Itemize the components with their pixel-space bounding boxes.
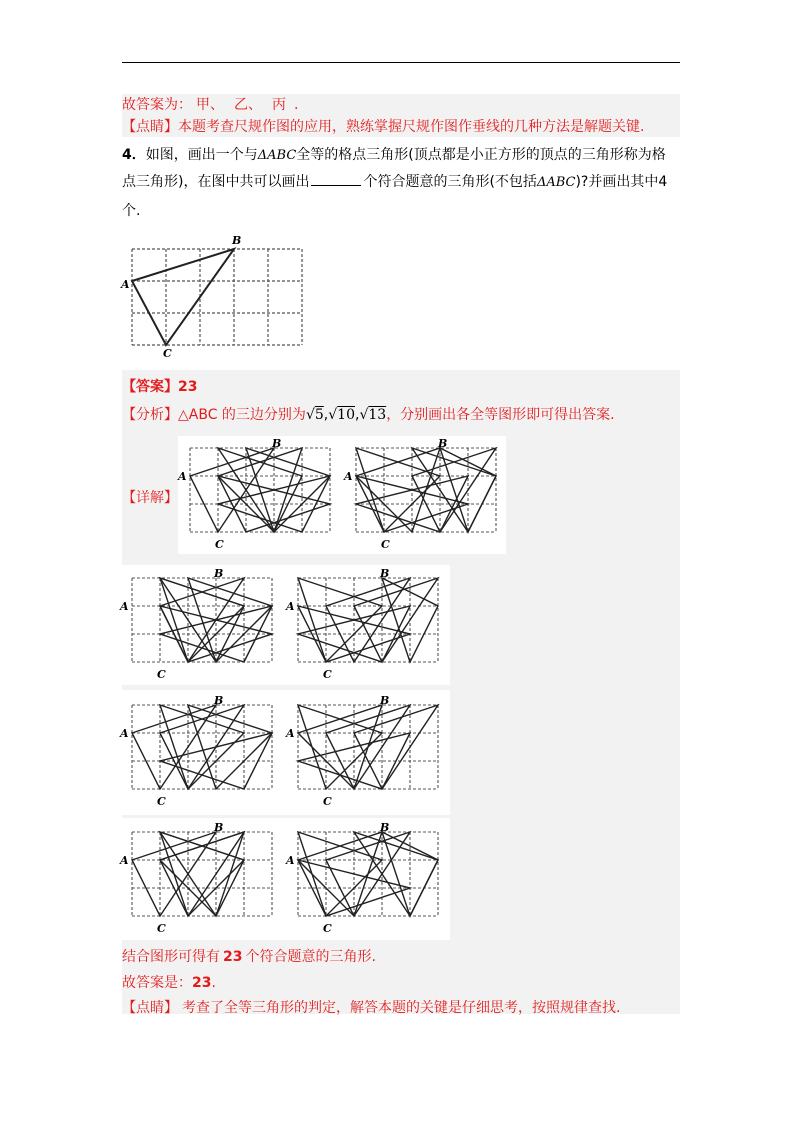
- vertex-label-c: C: [157, 922, 166, 935]
- vertex-label-a: A: [286, 600, 295, 613]
- triangle-name: ΔABC: [257, 148, 297, 163]
- question-text-2b: 个符合题意的三角形(不包括: [363, 174, 537, 190]
- triangle-abc: [132, 249, 234, 345]
- vertex-label-b: B: [380, 567, 390, 580]
- triangle-name-2: ΔABC: [536, 175, 576, 190]
- answer-line: [122, 377, 197, 397]
- question-text-2a: 点三角形)，在图中共可以画出: [122, 174, 310, 190]
- solution-figure-7: [120, 821, 282, 939]
- prev-answer-line: 故答案为： 甲、 乙、 丙 .: [122, 97, 299, 113]
- congruent-triangle: [298, 578, 382, 662]
- vertex-label-a: A: [120, 600, 129, 613]
- detail-tag-line: [122, 488, 178, 508]
- vertex-label-c: C: [163, 347, 172, 360]
- question-line-1: [122, 145, 666, 166]
- prev-comment-text: 本题考查尺规作图的应用，熟练掌握尺规作图作垂线的几种方法是解题关键.: [178, 119, 645, 135]
- conclusion-line-1: [122, 947, 376, 967]
- question-text-1a: 如图，画出一个与: [145, 147, 258, 163]
- prev-answer-end: .: [294, 97, 299, 113]
- final-comment-tag: 【点睛】: [122, 1000, 178, 1016]
- vertex-label-a: A: [344, 470, 353, 483]
- congruent-triangle: [160, 832, 244, 916]
- conclusion-text-a: 结合图形可得有: [122, 949, 220, 965]
- vertex-label-c: C: [323, 922, 332, 935]
- question-number: 4．: [122, 147, 146, 163]
- vertex-label-c: C: [381, 538, 390, 551]
- question-line-2: [122, 172, 667, 193]
- question-text-2c: )?并画出其中4: [575, 174, 668, 190]
- vertex-label-a: A: [120, 727, 129, 740]
- solution-figure-8: [286, 821, 448, 939]
- conclusion-answer: 23: [192, 975, 212, 991]
- vertex-label-c: C: [215, 538, 224, 551]
- root-2: √10: [328, 407, 355, 423]
- choice-2: 乙: [234, 97, 248, 113]
- answer-value: 23: [178, 379, 198, 395]
- vertex-label-a: A: [286, 854, 295, 867]
- analysis-tag: 【分析】: [122, 407, 178, 423]
- vertex-label-a: A: [286, 727, 295, 740]
- congruent-triangle: [160, 832, 244, 916]
- congruent-triangle: [298, 705, 382, 789]
- congruent-triangle: [298, 705, 382, 789]
- final-comment-text: 考查了全等三角形的判定，解答本题的关键是仔细思考，按照规律查找.: [182, 1000, 621, 1016]
- question-text-3: 个.: [122, 203, 141, 219]
- vertex-label-c: C: [157, 795, 166, 808]
- vertex-label-c: C: [323, 795, 332, 808]
- root-1: √5: [305, 407, 324, 423]
- congruent-triangle: [356, 448, 440, 532]
- vertex-label-b: B: [214, 694, 224, 707]
- vertex-label-a: A: [120, 854, 129, 867]
- answer-tag: 【答案】: [122, 379, 178, 395]
- vertex-label-b: B: [272, 437, 282, 450]
- vertex-label-c: C: [323, 668, 332, 681]
- congruent-triangle: [160, 832, 244, 916]
- header-rule: [122, 62, 680, 63]
- vertex-label-c: C: [157, 668, 166, 681]
- congruent-triangle: [298, 832, 382, 916]
- prev-comment-tag: 【点睛】: [122, 119, 178, 135]
- conclusion-line-2: [122, 973, 216, 993]
- question-grid-figure: [120, 232, 310, 362]
- analysis-text-a: △ABC 的三边分别为: [178, 407, 306, 423]
- root-3: √13: [359, 407, 387, 423]
- solution-figure-2: [344, 437, 506, 555]
- vertex-label-b: B: [380, 694, 390, 707]
- vertex-label-b: B: [214, 821, 224, 834]
- prev-comment-line: [122, 117, 644, 137]
- detail-tag: 【详解】: [122, 490, 178, 506]
- analysis-line: 【分析】△ABC 的三边分别为√5,√10,√13，分别画出各全等图形即可得出答案.: [122, 407, 615, 423]
- choice-3: 丙: [272, 97, 286, 113]
- vertex-label-b: B: [232, 234, 242, 247]
- congruent-triangle: [298, 832, 382, 916]
- solution-figure-1: [178, 437, 340, 555]
- prev-answer-prefix: 故答案为：: [122, 97, 192, 113]
- conclusion-end: .: [211, 975, 216, 991]
- congruent-triangle: [356, 448, 440, 532]
- vertex-label-a: A: [121, 278, 130, 291]
- vertex-label-b: B: [438, 437, 448, 450]
- conclusion-count: 23: [223, 949, 243, 965]
- vertex-label-a: A: [178, 470, 187, 483]
- conclusion-text-c: 故答案是：: [122, 975, 192, 991]
- analysis-text-b: ，分别画出各全等图形即可得出答案.: [386, 407, 615, 423]
- solution-figure-3: [120, 567, 282, 685]
- congruent-triangle: [354, 705, 438, 789]
- solution-figure-5: [120, 694, 282, 812]
- solution-figure-4: [286, 567, 448, 685]
- question-text-1b: 全等的格点三角形(顶点都是小正方形的顶点的三角形称为格: [296, 147, 666, 163]
- vertex-label-b: B: [214, 567, 224, 580]
- solution-figure-6: [286, 694, 448, 812]
- vertex-label-b: B: [380, 821, 390, 834]
- congruent-triangle: [160, 832, 244, 916]
- choice-1: 甲: [196, 97, 210, 113]
- final-comment-line: [122, 998, 620, 1018]
- answer-blank[interactable]: [311, 173, 361, 186]
- conclusion-text-b: 个符合题意的三角形.: [245, 949, 376, 965]
- question-line-3: [122, 201, 140, 221]
